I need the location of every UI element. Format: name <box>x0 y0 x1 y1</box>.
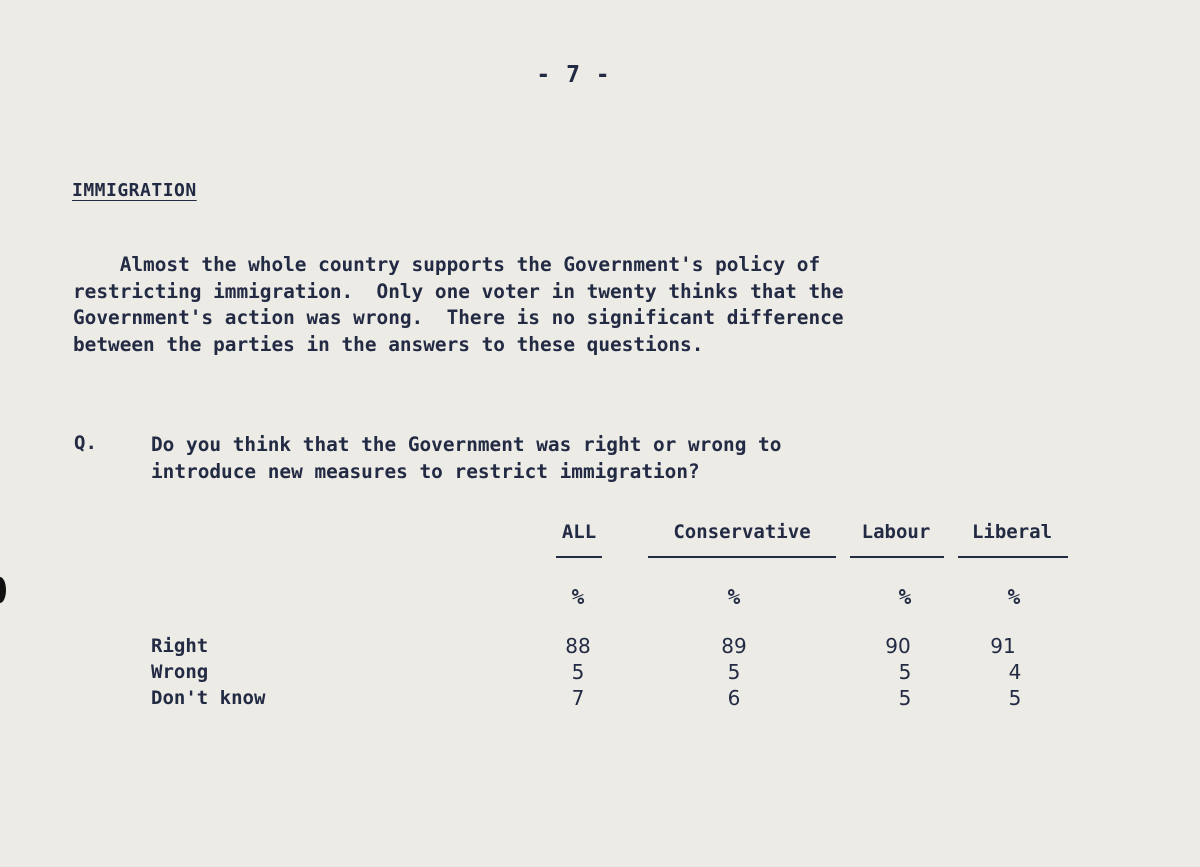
percent-sign-conservative: % <box>727 585 741 609</box>
column-rule-conservative <box>648 556 836 558</box>
percent-sign-labour: % <box>898 585 912 609</box>
page-edge-mark <box>0 577 6 603</box>
cell-wrong-all: 5 <box>571 660 585 684</box>
cell-dont-know-conservative: 6 <box>727 686 741 710</box>
question-marker: Q. <box>74 432 97 454</box>
cell-dont-know-all: 7 <box>571 686 585 710</box>
cell-right-labour: 90 <box>885 634 911 658</box>
column-header-conservative: Conservative <box>673 521 811 543</box>
row-label-dont-know: Don't know <box>151 687 266 709</box>
row-label-wrong: Wrong <box>151 661 209 683</box>
cell-wrong-liberal: 4 <box>1008 660 1022 684</box>
column-header-all: ALL <box>561 521 597 543</box>
intro-paragraph: Almost the whole country supports the Government's policy of restricting immigration. Only one voter in twenty thinks that the Government's action was wrong. There is no significant difference between the parties in the answers to these questions. <box>73 253 844 356</box>
percent-sign-liberal: % <box>1007 585 1021 609</box>
column-rule-labour <box>850 556 944 558</box>
column-rule-all <box>556 556 602 558</box>
column-rule-liberal <box>958 556 1068 558</box>
row-label-right: Right <box>151 635 209 657</box>
cell-wrong-labour: 5 <box>898 660 912 684</box>
section-title: IMMIGRATION <box>72 180 197 201</box>
question-text: Do you think that the Government was right or wrong to introduce new measures to restrict immigration? <box>151 433 782 483</box>
cell-right-all: 88 <box>565 634 591 658</box>
cell-dont-know-labour: 5 <box>898 686 912 710</box>
column-header-liberal: Liberal <box>971 521 1053 543</box>
percent-sign-all: % <box>571 585 585 609</box>
cell-right-liberal: 91 <box>990 634 1016 658</box>
cell-dont-know-liberal: 5 <box>1008 686 1022 710</box>
page-number: - 7 - <box>536 62 611 88</box>
cell-wrong-conservative: 5 <box>727 660 741 684</box>
cell-right-conservative: 89 <box>721 634 747 658</box>
column-header-labour: Labour <box>861 521 931 543</box>
